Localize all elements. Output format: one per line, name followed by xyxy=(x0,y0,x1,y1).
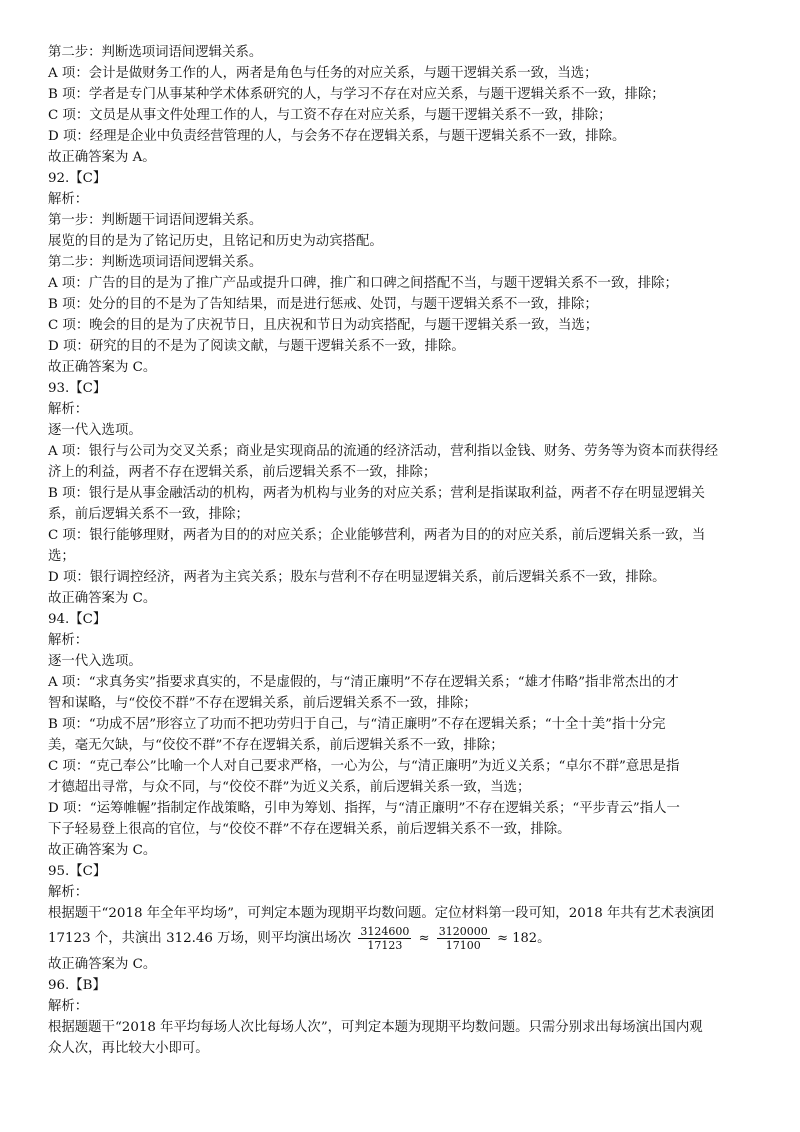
text-line: 92.【C】 xyxy=(48,171,107,186)
text-line: 96.【B】 xyxy=(48,978,106,993)
text-line: 第二步：判断选项词语间逻辑关系。 xyxy=(48,45,263,60)
text-line: B 项：银行是从事金融活动的机构，两者为机构与业务的对应关系；营利是指谋取利益，两者不存在明显逻辑关 xyxy=(48,486,705,501)
text-line: D 项：研究的目的不是为了阅读文献，与题干逻辑关系不一致，排除。 xyxy=(48,339,465,354)
text-line: D 项：银行调控经济，两者为主宾关系；股东与营利不存在明显逻辑关系，前后逻辑关系不一致，排除。 xyxy=(48,570,666,585)
approx-sign-1: ≈ xyxy=(418,931,430,946)
text-line: A 项：广告的目的是为了推广产品或提升口碑，推广和口碑之间搭配不当，与题干逻辑关系不一致，排除； xyxy=(48,276,678,291)
text-line: A 项：“求真务实”指要求真实的，不是虚假的，与“清正廉明”不存在逻辑关系；“雄才伟略”指非常杰出的才 xyxy=(48,675,679,690)
text-line: 选； xyxy=(48,549,75,564)
formula-suffix: 。 xyxy=(537,931,551,946)
text-line: 才德超出寻常，与众不同，与“佼佼不群”为近义关系，前后逻辑关系一致，当选； xyxy=(48,780,531,795)
formula-prefix: 17123 个，共演出 312.46 万场，则平均演出场次 xyxy=(48,931,352,946)
text-line: 94.【C】 xyxy=(48,612,107,627)
text-line: 解析： xyxy=(48,633,89,648)
text-block-after-formula xyxy=(48,954,764,1059)
text-line: 故正确答案为 A。 xyxy=(48,150,156,165)
formula-result: 182 xyxy=(512,931,538,946)
text-line: 根据题题干“2018 年平均每场人次比每场人次”，可判定本题为现期平均数问题。只需分别求出每场演出国内观 xyxy=(48,1020,703,1035)
text-line: 解析： xyxy=(48,999,89,1014)
text-line: B 项：学者是专门从事某种学术体系研究的人，与学习不存在对应关系，与题干逻辑关系不一致，排除； xyxy=(48,87,665,102)
fraction-1-denominator: 17123 xyxy=(367,939,403,952)
text-line: C 项：文员是从事文件处理工作的人，与工资不存在对应关系，与题干逻辑关系不一致，排除； xyxy=(48,108,612,123)
fraction-2-numerator: 3120000 xyxy=(438,925,488,938)
fraction-2-denominator: 17100 xyxy=(445,939,481,952)
text-line: D 项：“运筹帷幄”指制定作战策略，引申为筹划、指挥，与“清正廉明”不存在逻辑关系；“平步青云”指人一 xyxy=(48,801,680,816)
text-line: 故正确答案为 C。 xyxy=(48,957,157,972)
text-line: 故正确答案为 C。 xyxy=(48,843,157,858)
text-line: A 项：会计是做财务工作的人，两者是角色与任务的对应关系，与题干逻辑关系一致，当选； xyxy=(48,66,598,81)
text-line: 故正确答案为 C。 xyxy=(48,360,157,375)
text-line: 95.【C】 xyxy=(48,864,107,879)
text-line: C 项：晚会的目的是为了庆祝节日，且庆祝和节日为动宾搭配，与题干逻辑关系一致，当选； xyxy=(48,318,599,333)
text-line: C 项：银行能够理财，两者为目的的对应关系；企业能够营利，两者为目的的对应关系，前后逻辑关系一致，当 xyxy=(48,528,706,543)
text-line: 解析： xyxy=(48,402,89,417)
text-line: 根据题干“2018 年全年平均场”，可判定本题为现期平均数问题。定位材料第一段可知，2018 年共有艺术表演团 xyxy=(48,906,715,921)
text-line: B 项：处分的目的不是为了告知结果，而是进行惩戒、处罚，与题干逻辑关系不一致，排除； xyxy=(48,297,598,312)
fraction-1-numerator: 3124600 xyxy=(360,925,410,938)
text-line: B 项：“功成不居”形容立了功而不把功劳归于自己，与“清正廉明”不存在逻辑关系；“十全十美”指十分完 xyxy=(48,717,666,732)
text-line: 故正确答案为 C。 xyxy=(48,591,157,606)
text-line: 系，前后逻辑关系不一致，排除； xyxy=(48,507,249,522)
text-block-before-formula xyxy=(48,42,764,924)
text-line: 下子轻易登上很高的官位，与“佼佼不群”不存在逻辑关系，前后逻辑关系不一致，排除。 xyxy=(48,822,571,837)
text-line: 美，毫无欠缺，与“佼佼不群”不存在逻辑关系，前后逻辑关系不一致，排除； xyxy=(48,738,504,753)
text-line: 第一步：判断题干词语间逻辑关系。 xyxy=(48,213,263,228)
answer-explanation-document xyxy=(48,42,764,1059)
fraction-2 xyxy=(437,925,490,952)
text-line: A 项：银行与公司为交叉关系；商业是实现商品的流通的经济活动，营利指以金钱、财务、劳务等为资本而获得经 xyxy=(48,444,719,459)
text-line: 智和谋略，与“佼佼不群”不存在逻辑关系，前后逻辑关系不一致，排除； xyxy=(48,696,477,711)
text-line: 第二步：判断选项词语间逻辑关系。 xyxy=(48,255,263,270)
text-line: 众人次，再比较大小即可。 xyxy=(48,1041,209,1056)
text-line: 逐一代入选项。 xyxy=(48,654,142,669)
text-line: 逐一代入选项。 xyxy=(48,423,142,438)
text-line: 解析： xyxy=(48,192,89,207)
text-line: C 项：“克己奉公”比喻一个人对自己要求严格，一心为公，与“清正廉明”为近义关系；“卓尔不群”意思是指 xyxy=(48,759,680,774)
text-line: 解析： xyxy=(48,885,89,900)
text-line: 93.【C】 xyxy=(48,381,107,396)
text-line: 展览的目的是为了铭记历史，且铭记和历史为动宾搭配。 xyxy=(48,234,383,249)
formula-line xyxy=(48,924,764,954)
approx-sign-2: ≈ xyxy=(497,931,508,946)
text-line: 济上的利益，两者不存在逻辑关系，前后逻辑关系不一致，排除； xyxy=(48,465,437,480)
text-line: D 项：经理是企业中负责经营管理的人，与会务不存在逻辑关系，与题干逻辑关系不一致，排除。 xyxy=(48,129,626,144)
fraction-1 xyxy=(358,925,411,952)
